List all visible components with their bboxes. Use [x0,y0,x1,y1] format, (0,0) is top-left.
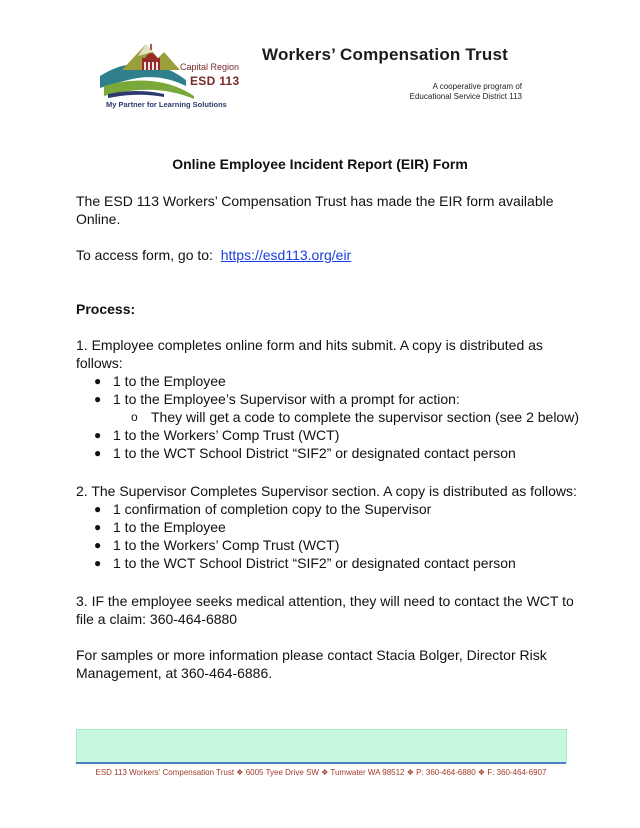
bullet-icon: ● [94,520,102,534]
esd113-logo [98,36,248,116]
footer-divider [76,762,566,764]
eir-form-link[interactable]: https://esd113.org/eir [220,247,352,263]
list-sub-item: They will get a code to complete the supervisor section (see 2 below) [151,409,579,425]
brand-title: Workers’ Compensation Trust [262,45,508,64]
sub-bullet-icon: o [131,410,138,424]
list-item: 1 to the WCT School District “SIF2” or designated contact person [113,555,516,571]
list-item: 1 to the Workers’ Comp Trust (WCT) [113,537,340,553]
bullet-icon: ● [94,502,102,516]
process-heading: Process: [76,301,136,317]
step2-line-1: 2. The Supervisor Completes Supervisor section. A copy is distributed as follows: [76,483,577,499]
intro-line-1: The ESD 113 Workers’ Compensation Trust has made the EIR form available [76,193,554,209]
step3-line-1: 3. IF the employee seeks medical attention, they will need to contact the WCT to [76,593,574,609]
step3-line-2: file a claim: 360-464-6880 [76,611,238,627]
bullet-icon: ● [94,392,102,406]
access-line [76,246,351,264]
list-item: 1 to the Employee’s Supervisor with a prompt for action: [113,391,460,407]
bullet-icon: ● [94,446,102,460]
bullet-icon: ● [94,374,102,388]
brand-subtitle-line1: A cooperative program of [432,82,522,91]
step1-line-2: follows: [76,355,123,371]
list-item: 1 confirmation of completion copy to the Supervisor [113,501,432,517]
intro-line-2: Online. [76,211,121,227]
step1-line-1: 1. Employee completes online form and hits submit. A copy is distributed as [76,337,543,353]
bullet-icon: ● [94,556,102,570]
bullet-icon: ● [94,538,102,552]
footer-address: ESD 113 Workers’ Compensation Trust ❖ 6005 Tyee Drive SW ❖ Tumwater WA 98512 ❖ P: 360-464-6880 ❖ F: 360-464-6907 [95,768,547,777]
list-item: 1 to the Employee [113,519,226,535]
logo-esd-name: ESD 113 [190,74,240,88]
list-item: 1 to the WCT School District “SIF2” or designated contact person [113,445,516,461]
list-item: 1 to the Employee [113,373,226,389]
logo-tagline: My Partner for Learning Solutions [106,100,227,109]
brand-subtitle-line2: Educational Service District 113 [409,92,522,101]
footer-band [76,729,567,763]
contact-line-2: Management, at 360-464-6886. [76,665,273,681]
document-title: Online Employee Incident Report (EIR) Form [172,156,468,172]
access-prefix: To access form, go to: [76,247,213,263]
list-item: 1 to the Workers’ Comp Trust (WCT) [113,427,340,443]
bullet-icon: ● [94,428,102,442]
logo-region-text: Capital Region [180,62,240,72]
contact-line-1: For samples or more information please contact Stacia Bolger, Director Risk [76,647,547,663]
